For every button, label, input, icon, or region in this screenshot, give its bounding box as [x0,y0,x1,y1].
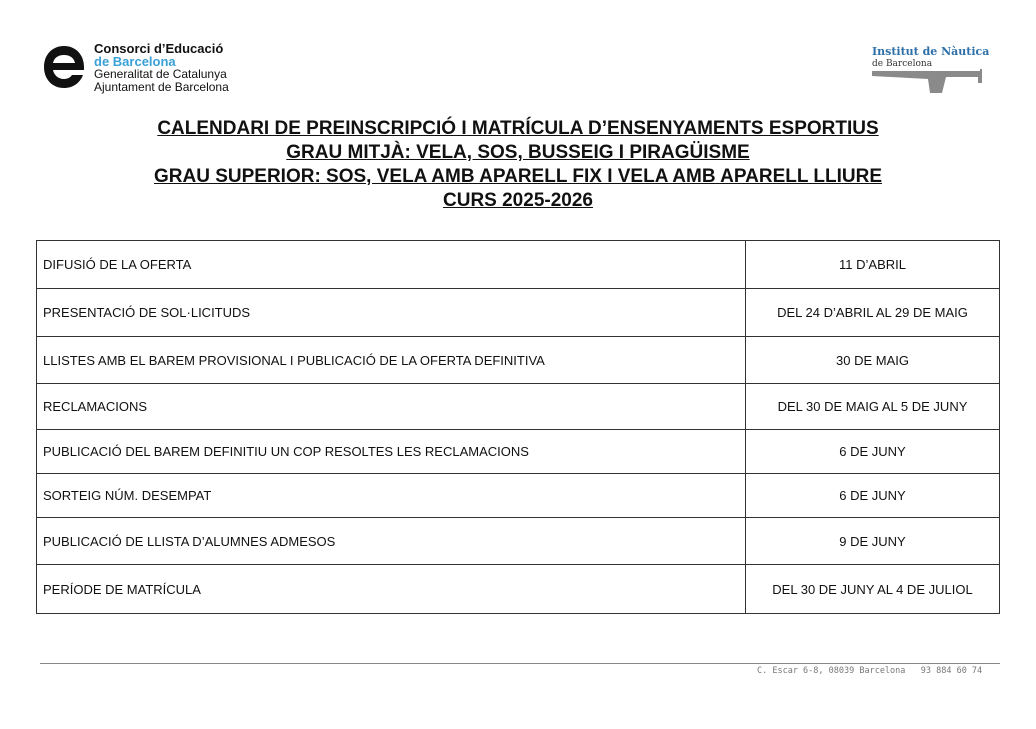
table-row [37,430,1000,474]
row-label: DIFUSIÓ DE LA OFERTA [37,241,746,289]
title-line-2: GRAU MITJÀ: VELA, SOS, BUSSEIG I PIRAGÜISME [286,142,750,163]
row-date: DEL 30 DE MAIG AL 5 DE JUNY [746,384,1000,430]
row-date: 9 DE JUNY [746,518,1000,565]
row-date: 30 DE MAIG [746,337,1000,384]
row-date: 6 DE JUNY [746,474,1000,518]
logo-line-ajuntament: Ajuntament de Barcelona [94,80,229,94]
table-row [37,474,1000,518]
table-row [37,565,1000,614]
logo-line-barcelona: de Barcelona [94,54,176,69]
row-label: PUBLICACIÓ DEL BAREM DEFINITIU UN COP RESOLTES LES RECLAMACIONS [37,430,746,474]
e-letter-logo-icon [42,42,86,92]
table-row [37,289,1000,337]
row-label: LLISTES AMB EL BAREM PROVISIONAL I PUBLICACIÓ DE LA OFERTA DEFINITIVA [37,337,746,384]
table-row [37,384,1000,430]
table-row [37,241,1000,289]
row-label: SORTEIG NÚM. DESEMPAT [37,474,746,518]
row-label: PERÍODE DE MATRÍCULA [37,565,746,614]
institut-logo-line2: de Barcelona [872,59,933,69]
footer-divider [40,663,1000,664]
table-row [37,518,1000,565]
institut-logo-line1: Institut de Nàutica [872,45,990,58]
title-line-1: CALENDARI DE PREINSCRIPCIÓ I MATRÍCULA D’ENSENYAMENTS ESPORTIUS [157,118,879,139]
row-label: PUBLICACIÓ DE LLISTA D’ALUMNES ADMESOS [37,518,746,565]
institut-nautica-logo [872,45,990,95]
title-line-4: CURS 2025-2026 [443,190,593,211]
document-title-block [0,117,1036,213]
table-row [37,337,1000,384]
consorci-logo [42,42,229,94]
title-line-3: GRAU SUPERIOR: SOS, VELA AMB APARELL FIX I VELA AMB APARELL LLIURE [153,166,882,187]
boat-keel-icon [872,67,984,95]
row-date: DEL 30 DE JUNY AL 4 DE JULIOL [746,565,1000,614]
logo-line-consorci: Consorci d’Educació [94,41,224,56]
calendar-table [36,240,1000,614]
row-date: 11 D’ABRIL [746,241,1000,289]
logo-line-generalitat: Generalitat de Catalunya [94,67,227,81]
footer-address: C. Escar 6-8, 08039 Barcelona 93 884 60 74 [757,666,983,676]
row-date: DEL 24 D’ABRIL AL 29 DE MAIG [746,289,1000,337]
row-label: RECLAMACIONS [37,384,746,430]
row-date: 6 DE JUNY [746,430,1000,474]
row-label: PRESENTACIÓ DE SOL·LICITUDS [37,289,746,337]
